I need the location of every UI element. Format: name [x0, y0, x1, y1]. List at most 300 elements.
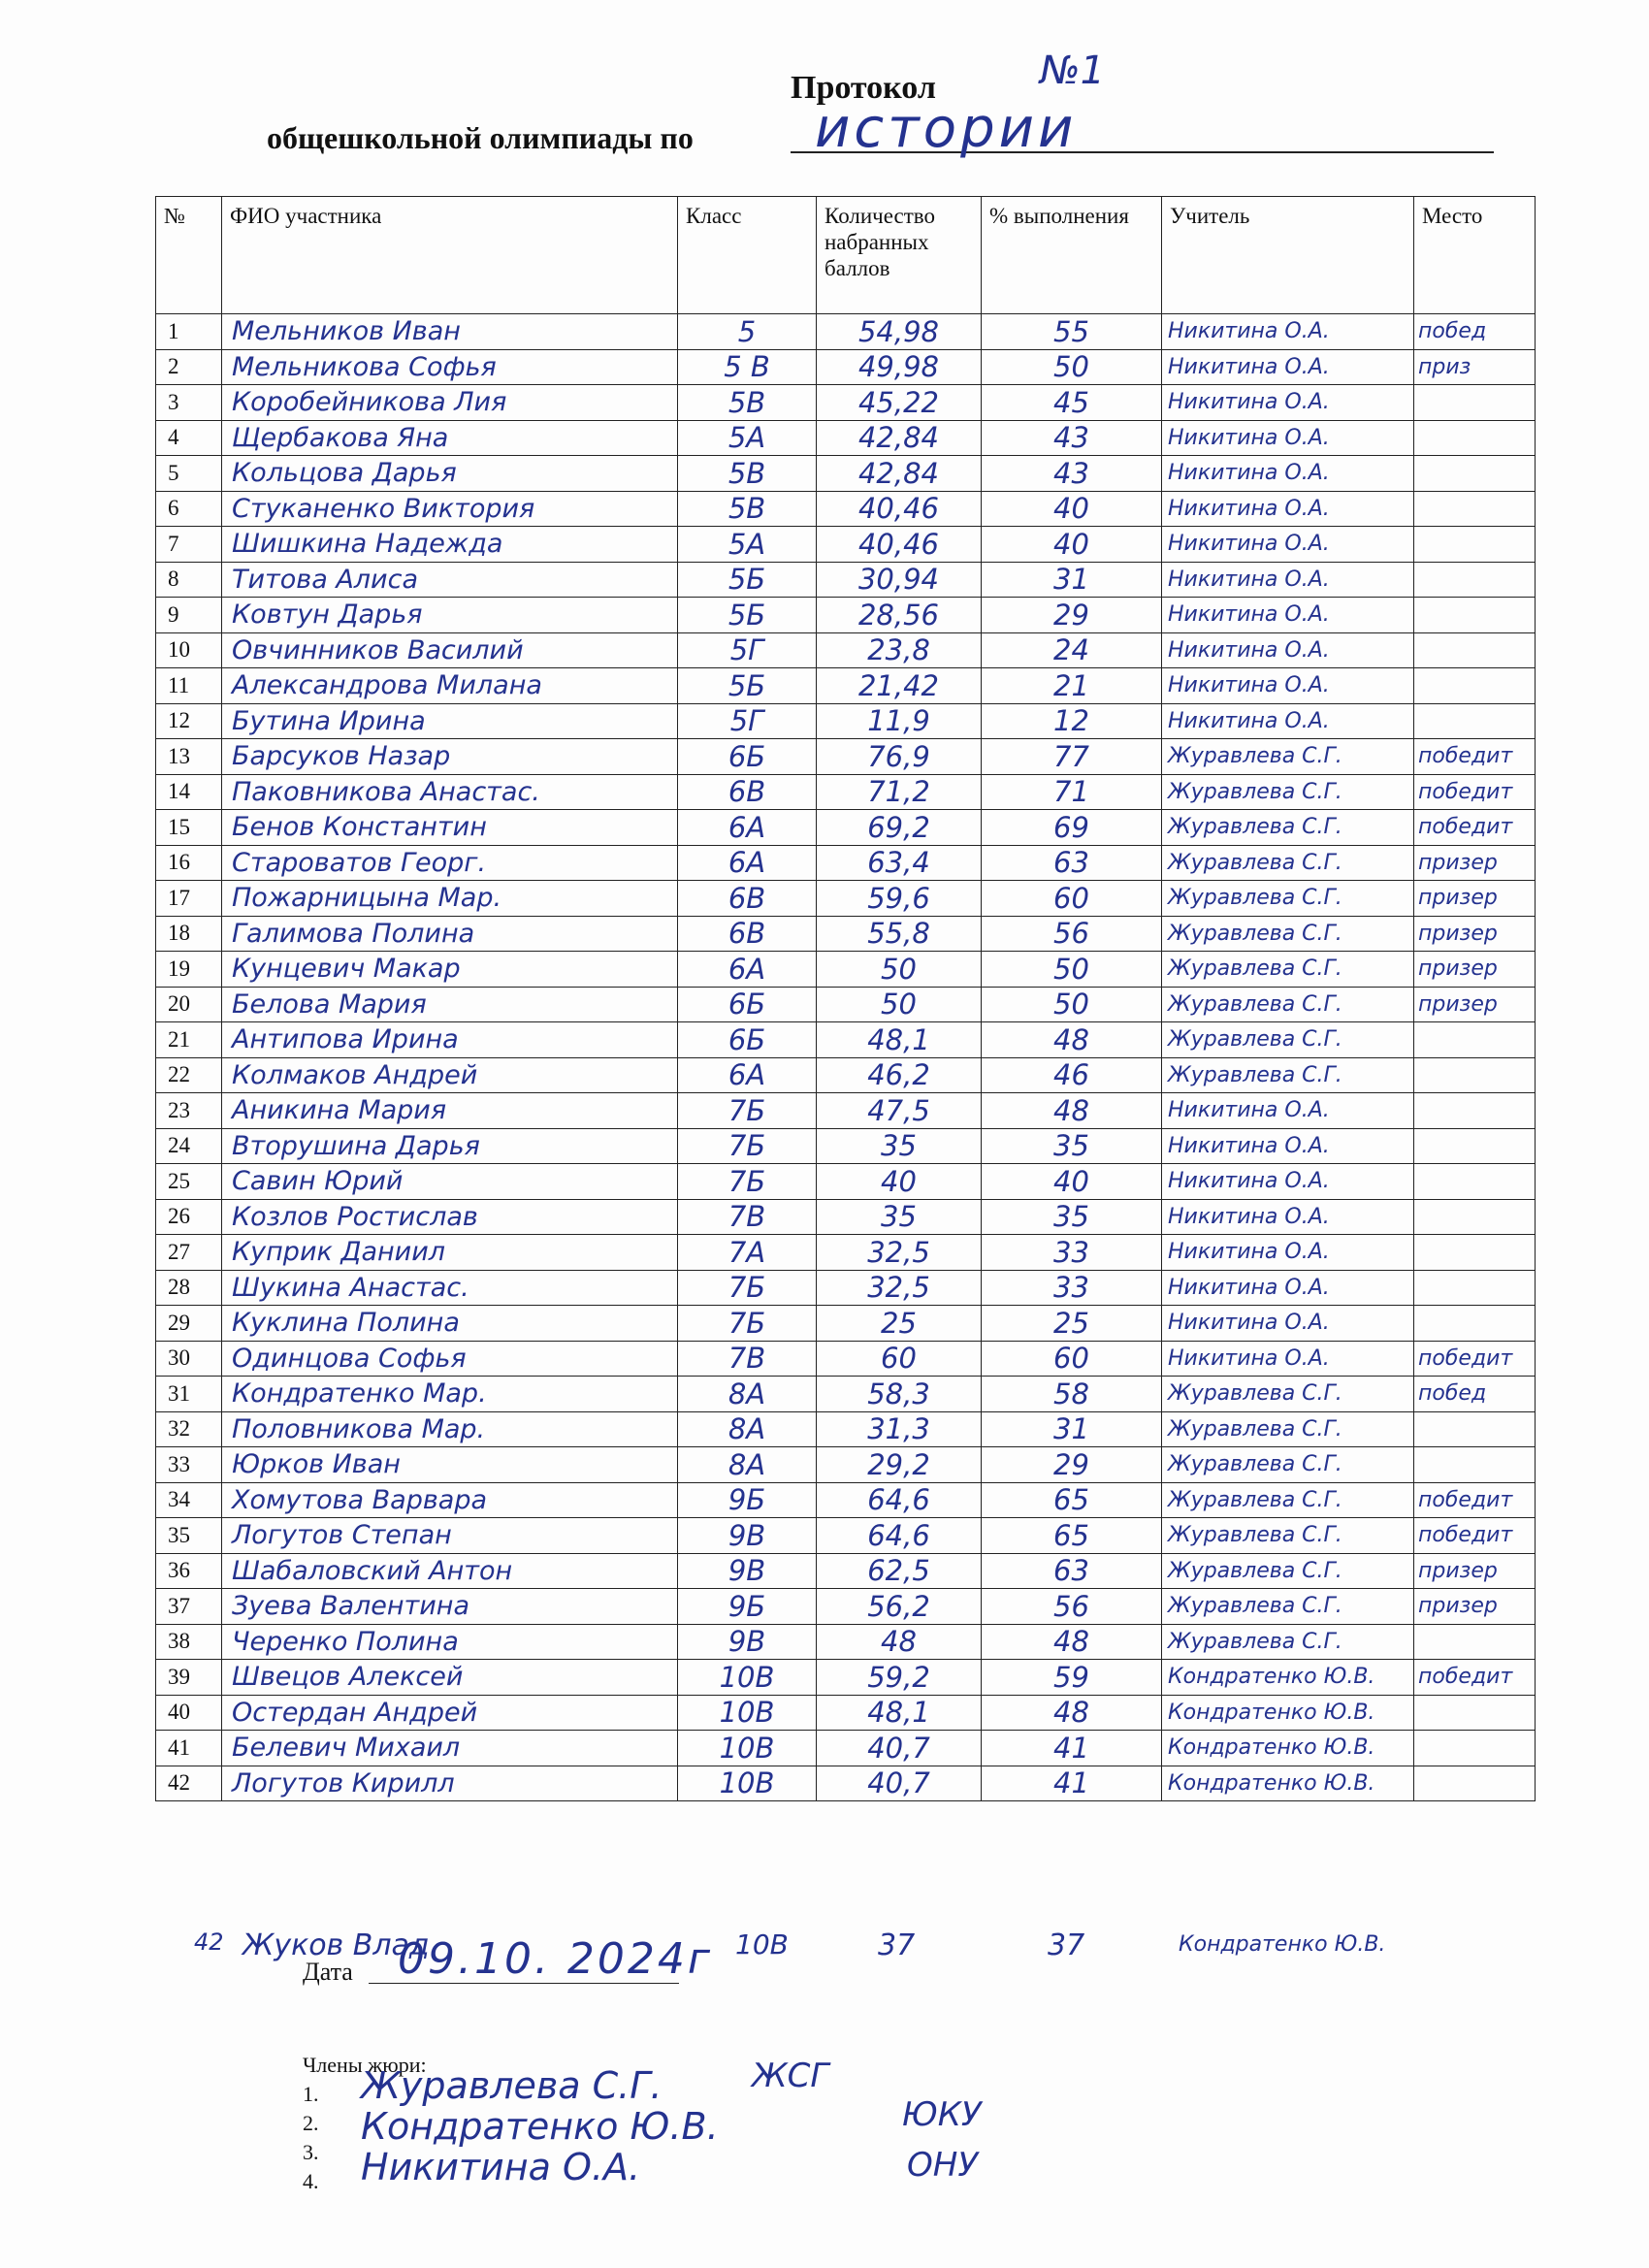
participant-percent: 21 — [982, 668, 1162, 704]
participant-teacher: Журавлева С.Г. — [1162, 1518, 1414, 1554]
extra-row-class: 10В — [735, 1928, 789, 1960]
jury-num-2: 2. — [303, 2111, 319, 2135]
participant-class: 5Г — [678, 632, 817, 668]
participant-teacher: Кондратенко Ю.В. — [1162, 1731, 1414, 1766]
row-number: 12 — [156, 703, 222, 739]
table-row — [156, 1624, 1536, 1660]
participant-score: 40 — [817, 1164, 982, 1200]
participant-place — [1414, 1022, 1536, 1058]
participant-score: 45,22 — [817, 385, 982, 421]
table-row — [156, 562, 1536, 598]
extra-row-name: Жуков Влад — [242, 1928, 430, 1962]
participant-percent: 56 — [982, 1589, 1162, 1625]
participant-score: 59,2 — [817, 1660, 982, 1696]
participant-class: 5В — [678, 456, 817, 492]
participant-name: Зуева Валентина — [222, 1589, 678, 1625]
table-row — [156, 1447, 1536, 1483]
participant-name: Староватов Георг. — [222, 845, 678, 881]
jury-num-4: 4. — [303, 2169, 319, 2193]
participant-class: 6В — [678, 774, 817, 810]
participant-class: 7Б — [678, 1306, 817, 1342]
jury-title: Члены жюри: — [303, 2053, 427, 2077]
row-number: 2 — [156, 349, 222, 385]
participant-name: Одинцова Софья — [222, 1341, 678, 1377]
participant-name: Пожарницына Мар. — [222, 881, 678, 917]
row-number: 19 — [156, 952, 222, 988]
col-header-teacher: Учитель — [1162, 197, 1414, 314]
participant-place — [1414, 1766, 1536, 1801]
participant-score: 59,6 — [817, 881, 982, 917]
participant-score: 31,3 — [817, 1411, 982, 1447]
participant-place — [1414, 527, 1536, 563]
participant-class: 6Б — [678, 739, 817, 775]
participant-score: 63,4 — [817, 845, 982, 881]
date-label: Дата — [303, 1958, 353, 1986]
participant-teacher: Никитина О.А. — [1162, 527, 1414, 563]
participant-place — [1414, 491, 1536, 527]
participant-score: 64,6 — [817, 1482, 982, 1518]
participant-percent: 50 — [982, 952, 1162, 988]
row-number: 40 — [156, 1695, 222, 1731]
participant-name: Титова Алиса — [222, 562, 678, 598]
participant-teacher: Никитина О.А. — [1162, 562, 1414, 598]
participant-class: 6В — [678, 881, 817, 917]
participant-percent: 71 — [982, 774, 1162, 810]
jury-member-1-signature: ЖСГ — [752, 2057, 829, 2095]
participant-name: Стуканенко Виктория — [222, 491, 678, 527]
participant-teacher: Никитина О.А. — [1162, 1093, 1414, 1129]
participant-teacher: Никитина О.А. — [1162, 1341, 1414, 1377]
participant-name: Бенов Константин — [222, 810, 678, 846]
row-number: 30 — [156, 1341, 222, 1377]
row-number: 35 — [156, 1518, 222, 1554]
participant-name: Овчинников Василий — [222, 632, 678, 668]
participant-name: Куклина Полина — [222, 1306, 678, 1342]
table-row — [156, 1660, 1536, 1696]
participant-score: 32,5 — [817, 1235, 982, 1271]
participant-place — [1414, 456, 1536, 492]
participant-class: 8А — [678, 1447, 817, 1483]
participant-percent: 33 — [982, 1235, 1162, 1271]
row-number: 29 — [156, 1306, 222, 1342]
participant-score: 42,84 — [817, 420, 982, 456]
row-number: 1 — [156, 314, 222, 350]
participant-class: 8А — [678, 1377, 817, 1412]
participant-name: Барсуков Назар — [222, 739, 678, 775]
participant-place: победит — [1414, 1341, 1536, 1377]
participant-class: 6А — [678, 810, 817, 846]
protocol-number: №1 — [1040, 49, 1106, 93]
participant-percent: 69 — [982, 810, 1162, 846]
participant-class: 7Б — [678, 1093, 817, 1129]
participant-class: 5Б — [678, 598, 817, 633]
table-row — [156, 1022, 1536, 1058]
extra-row-teacher: Кондратенко Ю.В. — [1179, 1932, 1386, 1957]
participant-place: победит — [1414, 774, 1536, 810]
table-row — [156, 1164, 1536, 1200]
participant-score: 40,7 — [817, 1731, 982, 1766]
jury-member-3-signature: ОНУ — [907, 2146, 979, 2185]
participant-score: 69,2 — [817, 810, 982, 846]
table-row — [156, 1199, 1536, 1235]
participant-name: Мельников Иван — [222, 314, 678, 350]
row-number: 17 — [156, 881, 222, 917]
participant-score: 56,2 — [817, 1589, 982, 1625]
participant-place: победит — [1414, 1482, 1536, 1518]
participant-percent: 35 — [982, 1199, 1162, 1235]
subject-handwritten: истории — [815, 97, 1078, 160]
participant-teacher: Никитина О.А. — [1162, 598, 1414, 633]
row-number: 33 — [156, 1447, 222, 1483]
participant-percent: 25 — [982, 1306, 1162, 1342]
col-header-place: Место — [1414, 197, 1536, 314]
participant-score: 40,46 — [817, 527, 982, 563]
participant-score: 35 — [817, 1199, 982, 1235]
participant-place — [1414, 632, 1536, 668]
participant-score: 29,2 — [817, 1447, 982, 1483]
table-row — [156, 349, 1536, 385]
participant-name: Юрков Иван — [222, 1447, 678, 1483]
participant-name: Белова Мария — [222, 987, 678, 1022]
participant-place: призер — [1414, 987, 1536, 1022]
participant-place — [1414, 1057, 1536, 1093]
participant-teacher: Никитина О.А. — [1162, 1306, 1414, 1342]
participant-name: Ковтун Дарья — [222, 598, 678, 633]
table-row — [156, 1695, 1536, 1731]
table-row — [156, 1553, 1536, 1589]
participant-score: 32,5 — [817, 1270, 982, 1306]
col-header-name: ФИО участника — [222, 197, 678, 314]
table-row — [156, 420, 1536, 456]
row-number: 3 — [156, 385, 222, 421]
jury-num-1: 1. — [303, 2082, 319, 2106]
participant-class: 5Г — [678, 703, 817, 739]
row-number: 31 — [156, 1377, 222, 1412]
participant-class: 9В — [678, 1624, 817, 1660]
table-row — [156, 1411, 1536, 1447]
participant-name: Черенко Полина — [222, 1624, 678, 1660]
participant-teacher: Журавлева С.Г. — [1162, 1022, 1414, 1058]
participant-score: 50 — [817, 952, 982, 988]
participant-percent: 63 — [982, 845, 1162, 881]
participant-class: 7Б — [678, 1270, 817, 1306]
row-number: 23 — [156, 1093, 222, 1129]
participant-teacher: Кондратенко Ю.В. — [1162, 1766, 1414, 1801]
row-number: 39 — [156, 1660, 222, 1696]
participant-percent: 29 — [982, 1447, 1162, 1483]
participant-percent: 50 — [982, 987, 1162, 1022]
participant-percent: 77 — [982, 739, 1162, 775]
row-number: 9 — [156, 598, 222, 633]
participant-name: Антипова Ирина — [222, 1022, 678, 1058]
participant-class: 5А — [678, 527, 817, 563]
participant-percent: 45 — [982, 385, 1162, 421]
row-number: 13 — [156, 739, 222, 775]
row-number: 15 — [156, 810, 222, 846]
participant-place — [1414, 1270, 1536, 1306]
participant-percent: 60 — [982, 881, 1162, 917]
participant-place: призер — [1414, 845, 1536, 881]
participant-name: Хомутова Варвара — [222, 1482, 678, 1518]
row-number: 8 — [156, 562, 222, 598]
participant-place — [1414, 1235, 1536, 1271]
row-number: 14 — [156, 774, 222, 810]
row-number: 24 — [156, 1128, 222, 1164]
participant-class: 7А — [678, 1235, 817, 1271]
col-header-number: № — [156, 197, 222, 314]
participant-class: 7В — [678, 1199, 817, 1235]
table-row — [156, 314, 1536, 350]
table-row — [156, 1731, 1536, 1766]
participant-teacher: Кондратенко Ю.В. — [1162, 1660, 1414, 1696]
participant-score: 48 — [817, 1624, 982, 1660]
participant-score: 47,5 — [817, 1093, 982, 1129]
participant-place — [1414, 1199, 1536, 1235]
participant-name: Кунцевич Макар — [222, 952, 678, 988]
row-number: 42 — [156, 1766, 222, 1801]
participant-class: 5Б — [678, 668, 817, 704]
row-number: 32 — [156, 1411, 222, 1447]
participant-percent: 33 — [982, 1270, 1162, 1306]
jury-member-3-name: Никитина О.А. — [361, 2146, 641, 2188]
participant-teacher: Никитина О.А. — [1162, 456, 1414, 492]
participant-class: 5 В — [678, 349, 817, 385]
table-row — [156, 1341, 1536, 1377]
participant-score: 71,2 — [817, 774, 982, 810]
col-header-class: Класс — [678, 197, 817, 314]
participant-percent: 31 — [982, 1411, 1162, 1447]
participant-name: Шабаловский Антон — [222, 1553, 678, 1589]
participant-score: 30,94 — [817, 562, 982, 598]
participant-score: 28,56 — [817, 598, 982, 633]
table-row — [156, 1270, 1536, 1306]
participant-score: 58,3 — [817, 1377, 982, 1412]
participant-class: 5 — [678, 314, 817, 350]
participant-teacher: Журавлева С.Г. — [1162, 881, 1414, 917]
participant-percent: 59 — [982, 1660, 1162, 1696]
participant-name: Швецов Алексей — [222, 1660, 678, 1696]
participant-teacher: Журавлева С.Г. — [1162, 1624, 1414, 1660]
participant-percent: 60 — [982, 1341, 1162, 1377]
participant-class: 9В — [678, 1553, 817, 1589]
participant-teacher: Кондратенко Ю.В. — [1162, 1695, 1414, 1731]
participant-teacher: Журавлева С.Г. — [1162, 739, 1414, 775]
participant-place — [1414, 1624, 1536, 1660]
table-row — [156, 598, 1536, 633]
table-row — [156, 632, 1536, 668]
row-number: 18 — [156, 916, 222, 952]
row-number: 7 — [156, 527, 222, 563]
participant-name: Бутина Ирина — [222, 703, 678, 739]
row-number: 6 — [156, 491, 222, 527]
participant-teacher: Журавлева С.Г. — [1162, 952, 1414, 988]
participant-score: 23,8 — [817, 632, 982, 668]
row-number: 25 — [156, 1164, 222, 1200]
participant-name: Савин Юрий — [222, 1164, 678, 1200]
date-value: 09.10. 2024г — [398, 1934, 714, 1984]
participant-teacher: Журавлева С.Г. — [1162, 987, 1414, 1022]
participant-percent: 35 — [982, 1128, 1162, 1164]
table-row — [156, 1093, 1536, 1129]
table-row — [156, 1482, 1536, 1518]
participant-percent: 56 — [982, 916, 1162, 952]
participant-class: 10В — [678, 1660, 817, 1696]
participant-teacher: Журавлева С.Г. — [1162, 1447, 1414, 1483]
row-number: 37 — [156, 1589, 222, 1625]
participant-class: 6А — [678, 845, 817, 881]
participant-place: призер — [1414, 916, 1536, 952]
row-number: 20 — [156, 987, 222, 1022]
row-number: 34 — [156, 1482, 222, 1518]
row-number: 28 — [156, 1270, 222, 1306]
participant-percent: 63 — [982, 1553, 1162, 1589]
participant-teacher: Журавлева С.Г. — [1162, 916, 1414, 952]
participant-percent: 40 — [982, 491, 1162, 527]
table-row — [156, 1306, 1536, 1342]
participant-class: 5А — [678, 420, 817, 456]
participant-teacher: Никитина О.А. — [1162, 491, 1414, 527]
participant-place — [1414, 1731, 1536, 1766]
participant-percent: 24 — [982, 632, 1162, 668]
participant-percent: 48 — [982, 1093, 1162, 1129]
participant-place — [1414, 1093, 1536, 1129]
participant-name: Александрова Милана — [222, 668, 678, 704]
participant-class: 10В — [678, 1731, 817, 1766]
participant-teacher: Никитина О.А. — [1162, 314, 1414, 350]
participant-percent: 43 — [982, 456, 1162, 492]
participant-place — [1414, 1306, 1536, 1342]
participant-score: 76,9 — [817, 739, 982, 775]
participant-score: 48,1 — [817, 1022, 982, 1058]
participant-class: 9Б — [678, 1589, 817, 1625]
row-number: 36 — [156, 1553, 222, 1589]
participant-class: 6Б — [678, 1022, 817, 1058]
participant-percent: 48 — [982, 1022, 1162, 1058]
participant-percent: 58 — [982, 1377, 1162, 1412]
participant-class: 6А — [678, 952, 817, 988]
table-row — [156, 1518, 1536, 1554]
participant-place — [1414, 1411, 1536, 1447]
participant-teacher: Никитина О.А. — [1162, 385, 1414, 421]
participant-name: Козлов Ростислав — [222, 1199, 678, 1235]
participant-name: Куприк Даниил — [222, 1235, 678, 1271]
participant-class: 10В — [678, 1695, 817, 1731]
row-number: 41 — [156, 1731, 222, 1766]
jury-member-1-name: Журавлева С.Г. — [361, 2064, 663, 2107]
participant-teacher: Никитина О.А. — [1162, 1128, 1414, 1164]
row-number: 27 — [156, 1235, 222, 1271]
participant-name: Логутов Кирилл — [222, 1766, 678, 1801]
participant-score: 35 — [817, 1128, 982, 1164]
participant-class: 6А — [678, 1057, 817, 1093]
document-subtitle: общешкольной олимпиады по — [267, 120, 694, 155]
participant-teacher: Журавлева С.Г. — [1162, 1589, 1414, 1625]
participant-place — [1414, 703, 1536, 739]
table-row — [156, 881, 1536, 917]
table-row — [156, 668, 1536, 704]
participant-teacher: Никитина О.А. — [1162, 1164, 1414, 1200]
participant-place — [1414, 385, 1536, 421]
table-row — [156, 1377, 1536, 1412]
participant-place — [1414, 1695, 1536, 1731]
participant-place: призер — [1414, 881, 1536, 917]
participant-class: 10В — [678, 1766, 817, 1801]
jury-member-2-signature: ЮКУ — [902, 2095, 982, 2134]
participant-percent: 41 — [982, 1731, 1162, 1766]
participant-score: 40,7 — [817, 1766, 982, 1801]
participant-percent: 50 — [982, 349, 1162, 385]
participant-place — [1414, 598, 1536, 633]
participant-name: Шукина Анастас. — [222, 1270, 678, 1306]
participant-class: 6В — [678, 916, 817, 952]
participant-class: 6Б — [678, 987, 817, 1022]
participant-name: Кондратенко Мар. — [222, 1377, 678, 1412]
table-row — [156, 703, 1536, 739]
col-header-percent: % выполнения — [982, 197, 1162, 314]
participant-score: 50 — [817, 987, 982, 1022]
participant-percent: 40 — [982, 527, 1162, 563]
participant-teacher: Никитина О.А. — [1162, 703, 1414, 739]
participant-place — [1414, 1128, 1536, 1164]
row-number: 11 — [156, 668, 222, 704]
participant-name: Половникова Мар. — [222, 1411, 678, 1447]
table-row — [156, 916, 1536, 952]
table-row — [156, 952, 1536, 988]
extra-row-number: 42 — [194, 1928, 224, 1956]
participant-name: Остердан Андрей — [222, 1695, 678, 1731]
participant-percent: 65 — [982, 1518, 1162, 1554]
row-number: 21 — [156, 1022, 222, 1058]
participant-place — [1414, 668, 1536, 704]
participant-name: Паковникова Анастас. — [222, 774, 678, 810]
extra-row-percent: 37 — [1048, 1928, 1085, 1962]
participant-percent: 31 — [982, 562, 1162, 598]
row-number: 4 — [156, 420, 222, 456]
document-title: Протокол — [791, 70, 936, 106]
participant-teacher: Никитина О.А. — [1162, 1270, 1414, 1306]
participant-place: победит — [1414, 810, 1536, 846]
participant-name: Кольцова Дарья — [222, 456, 678, 492]
participant-percent: 29 — [982, 598, 1162, 633]
participant-percent: 41 — [982, 1766, 1162, 1801]
row-number: 16 — [156, 845, 222, 881]
participant-score: 54,98 — [817, 314, 982, 350]
participant-place: побед — [1414, 1377, 1536, 1412]
table-header-row — [156, 197, 1536, 314]
table-row — [156, 1128, 1536, 1164]
participant-teacher: Журавлева С.Г. — [1162, 1057, 1414, 1093]
participant-class: 9В — [678, 1518, 817, 1554]
participant-percent: 43 — [982, 420, 1162, 456]
participant-class: 7В — [678, 1341, 817, 1377]
participant-percent: 12 — [982, 703, 1162, 739]
participant-place — [1414, 1164, 1536, 1200]
jury-num-3: 3. — [303, 2140, 319, 2164]
table-row — [156, 385, 1536, 421]
participant-place: призер — [1414, 1553, 1536, 1589]
extra-row-score: 37 — [878, 1928, 916, 1962]
row-number: 10 — [156, 632, 222, 668]
participant-teacher: Никитина О.А. — [1162, 1235, 1414, 1271]
participant-class: 5В — [678, 491, 817, 527]
participant-teacher: Журавлева С.Г. — [1162, 810, 1414, 846]
participant-name: Логутов Степан — [222, 1518, 678, 1554]
table-row — [156, 1589, 1536, 1625]
participant-score: 46,2 — [817, 1057, 982, 1093]
participant-name: Щербакова Яна — [222, 420, 678, 456]
participant-teacher: Журавлева С.Г. — [1162, 1553, 1414, 1589]
participant-teacher: Никитина О.А. — [1162, 420, 1414, 456]
